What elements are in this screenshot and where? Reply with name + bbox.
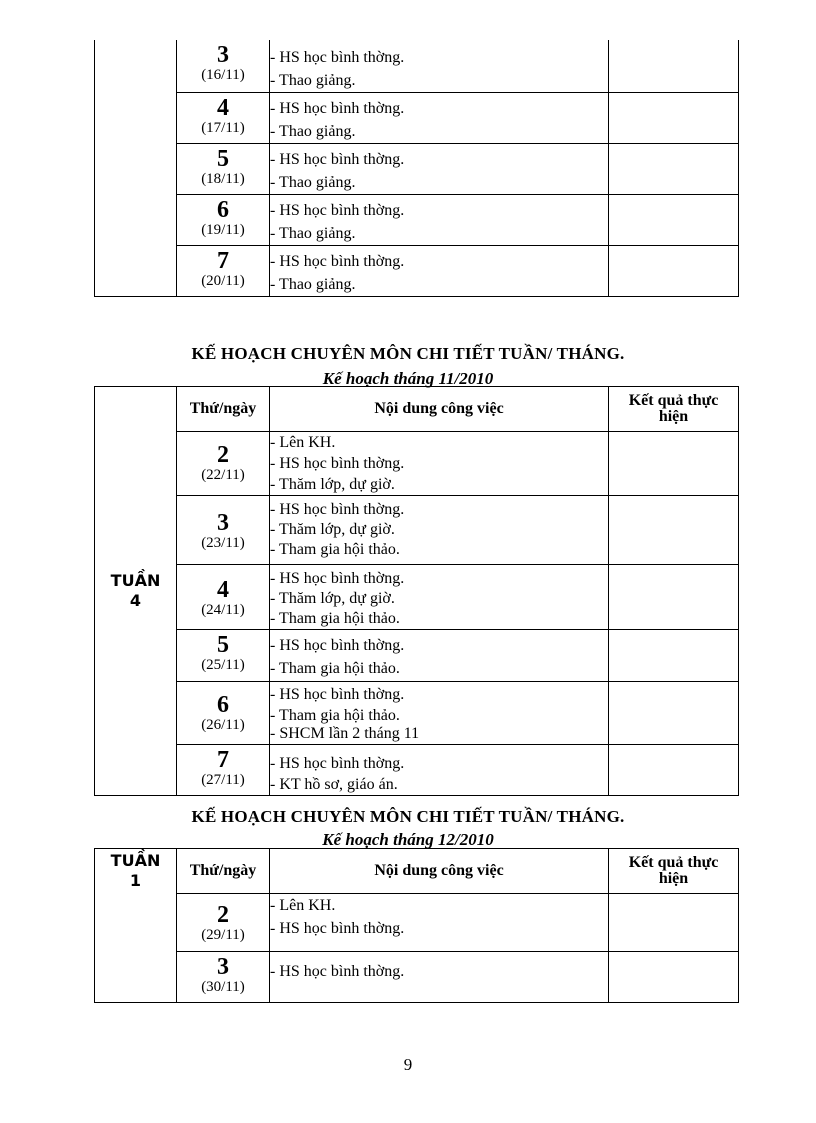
december-schedule-table: [94, 848, 739, 1003]
result-cell: [609, 40, 739, 93]
task-cell: - HS học bình thờng. - Thăm lớp, dự giờ. - Tham gia hội thảo.: [270, 496, 609, 565]
result-cell: [609, 565, 739, 630]
result-cell: [609, 432, 739, 496]
column-header-content: Nội dung công việc: [270, 387, 609, 432]
result-cell: [609, 496, 739, 565]
day-cell: 3 (16/11): [177, 40, 270, 93]
column-header-content: Nội dung công việc: [270, 849, 609, 894]
week-label: TUẦN 4: [95, 387, 177, 796]
column-header-result: Kết quả thực hiện: [609, 387, 739, 432]
day-cell: 2 (22/11): [177, 432, 270, 496]
table-row: [95, 496, 739, 565]
result-cell: [609, 246, 739, 297]
table-header-row: [95, 849, 739, 894]
column-header-result: Kết quả thực hiện: [609, 849, 739, 894]
table-row: [95, 246, 739, 297]
section-subtitle: Kế hoạch tháng 11/2010: [322, 369, 494, 388]
table-row: [95, 745, 739, 796]
day-cell: 3 (30/11): [177, 952, 270, 1003]
result-cell: [609, 682, 739, 745]
table-header-row: [95, 387, 739, 432]
section-title: KẾ HOẠCH CHUYÊN MÔN CHI TIẾT TUẦN/ THÁNG.: [191, 344, 625, 363]
result-cell: [609, 745, 739, 796]
section-subtitle: Kế hoạch tháng 12/2010: [322, 830, 494, 849]
day-cell: 2 (29/11): [177, 894, 270, 952]
table-row: [95, 144, 739, 195]
page-number: 9: [403, 1055, 413, 1074]
result-cell: [609, 894, 739, 952]
result-cell: [609, 952, 739, 1003]
task-cell: - HS học bình thờng. - Thao giảng.: [270, 93, 609, 144]
week-label: TUẦN 1: [95, 849, 177, 1003]
task-cell: - HS học bình thờng. - KT hồ sơ, giáo án.: [270, 745, 609, 796]
table-row: [95, 565, 739, 630]
day-cell: 6 (19/11): [177, 195, 270, 246]
table-row: [95, 93, 739, 144]
table-row: [95, 40, 739, 93]
day-cell: 3 (23/11): [177, 496, 270, 565]
table-row: [95, 630, 739, 682]
table-row: [95, 952, 739, 1003]
task-cell: - HS học bình thờng. - Thao giảng.: [270, 40, 609, 93]
column-header-day: Thứ/ngày: [177, 387, 270, 432]
task-cell: - HS học bình thờng. - Thao giảng.: [270, 246, 609, 297]
table-row: [95, 195, 739, 246]
day-cell: 7 (27/11): [177, 745, 270, 796]
task-cell: - HS học bình thờng. - Thăm lớp, dự giờ. - Tham gia hội thảo.: [270, 565, 609, 630]
table-row: [95, 682, 739, 745]
table-row: [95, 432, 739, 496]
task-cell: - HS học bình thờng. - Thao giảng.: [270, 195, 609, 246]
day-cell: 6 (26/11): [177, 682, 270, 745]
result-cell: [609, 93, 739, 144]
week-cell: [95, 40, 177, 297]
table-row: [95, 894, 739, 952]
column-header-day: Thứ/ngày: [177, 849, 270, 894]
section-title: KẾ HOẠCH CHUYÊN MÔN CHI TIẾT TUẦN/ THÁNG.: [191, 807, 625, 826]
result-cell: [609, 195, 739, 246]
day-cell: 7 (20/11): [177, 246, 270, 297]
task-cell: - Lên KH. - HS học bình thờng.: [270, 894, 609, 952]
result-cell: [609, 144, 739, 195]
november-schedule-table: [94, 386, 739, 796]
task-cell: - HS học bình thờng. - Thao giảng.: [270, 144, 609, 195]
task-cell: - HS học bình thờng. - Tham gia hội thảo.: [270, 630, 609, 682]
day-cell: 5 (25/11): [177, 630, 270, 682]
day-cell: 4 (17/11): [177, 93, 270, 144]
top-schedule-table: [94, 40, 739, 297]
day-cell: 5 (18/11): [177, 144, 270, 195]
day-cell: 4 (24/11): [177, 565, 270, 630]
task-cell: - HS học bình thờng. - Tham gia hội thảo. - SHCM lần 2 tháng 11: [270, 682, 609, 745]
task-cell: - HS học bình thờng.: [270, 952, 609, 1003]
result-cell: [609, 630, 739, 682]
task-cell: - Lên KH. - HS học bình thờng. - Thăm lớp, dự giờ.: [270, 432, 609, 496]
